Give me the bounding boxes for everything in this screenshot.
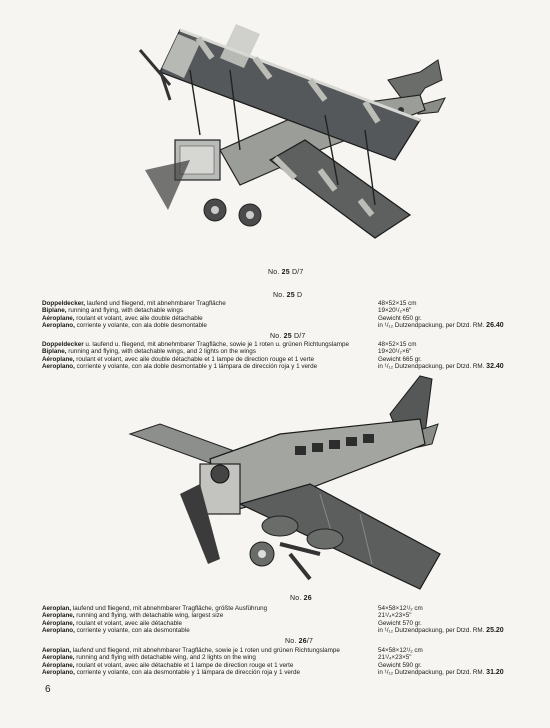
section-2-heading-26-7: No. 26/7 [285, 638, 314, 645]
spec-row: Aeroplano, corriente y volante, con ala desmontable in ¹/₁₂ Dutzendpackung, per Dtzd. RM. 25.20 [42, 626, 504, 634]
spec-row: Biplane, running and flying, with detachable wings, and 2 lights on the wings 19×20¹/₂×6" [42, 348, 412, 356]
figure-1-caption: No. 25 D/7 [268, 269, 304, 276]
page-number: 6 [45, 684, 51, 695]
section-1-heading-25d7: No. 25 D/7 [270, 333, 306, 340]
spec-row: Biplane, running and flying, with detachable wings 19×20¹/₂×6" [42, 307, 412, 315]
spec-row: Doppeldecker, laufend und fliegend, mit abnehmbarer Tragfläche 48×52×15 cm [42, 300, 417, 307]
spec-table-25d7 [42, 341, 502, 370]
biplane-illustration [120, 10, 450, 268]
spec-row: Aeroplane, running and flying, with detachable wing, largest size 21¹/₄×23×5" [42, 612, 412, 620]
spec-row: Aeroplano, corriente y volante, con ala doble desmontable in ¹/₁₂ Dutzendpackung, per Dtzd. RM. 26.40 [42, 321, 504, 329]
spec-row: Aeroplan, laufend und fliegend, mit abnehmbarer Tragfläche, größte Ausführung 54×58×12¹/₂ cm [42, 605, 423, 612]
spec-row: Aeroplano, corriente y volante, con ala desmontable y 1 lámpara de dirección roja y 1 verde in ¹/₁₂ Dutzendpackung, per Dtzd. RM. 31.20 [42, 668, 504, 676]
spec-row: Aeroplano, corriente y volante, con ala doble desmontable y 1 lámpara de dirección roja y 1 verde in ¹/₁₂ Dutzendpackung, per Dtzd. RM. 32.40 [42, 362, 504, 370]
spec-row: Aéroplane, roulant et volant, avec aile double détachable Gewicht 650 gr. [42, 314, 422, 322]
spec-row: Aéroplane, roulant et volant, avec aile double détachable et 1 lampe de direction rouge et 1 verte Gewicht 665 gr. [42, 355, 422, 363]
figure-2-caption: No. 26 [290, 595, 312, 602]
spec-table-26-7 [42, 647, 502, 676]
spec-row: Aéroplane, roulant et volant, avec aile détachable et 1 lampe de direction rouge et 1 verte Gewicht 590 gr. [42, 661, 422, 669]
spec-row: Aéroplane, roulant et volant, avec aile détachable Gewicht 570 gr. [42, 619, 422, 627]
spec-table-25d [42, 300, 502, 329]
section-1-heading-25d: No. 25 D [273, 292, 303, 299]
spec-row: Aeroplane, running and flying with detachable wing, and 2 lights on the wing 21¹/₄×23×5" [42, 654, 412, 662]
monoplane-illustration [120, 374, 450, 596]
spec-row: Aeroplan, laufend und fliegend, mit abnehmbarer Tragfläche, sowie je 1 roten und grünen Richtungslampe 54×58×12¹/₂ cm [42, 647, 423, 654]
spec-table-26 [42, 605, 502, 634]
spec-row: Doppeldecker u. laufend u. fliegend, mit abnehmbarer Tragfläche, sowie je 1 roten u. grünen Richtungslampe 48×52×15 cm [42, 341, 417, 348]
